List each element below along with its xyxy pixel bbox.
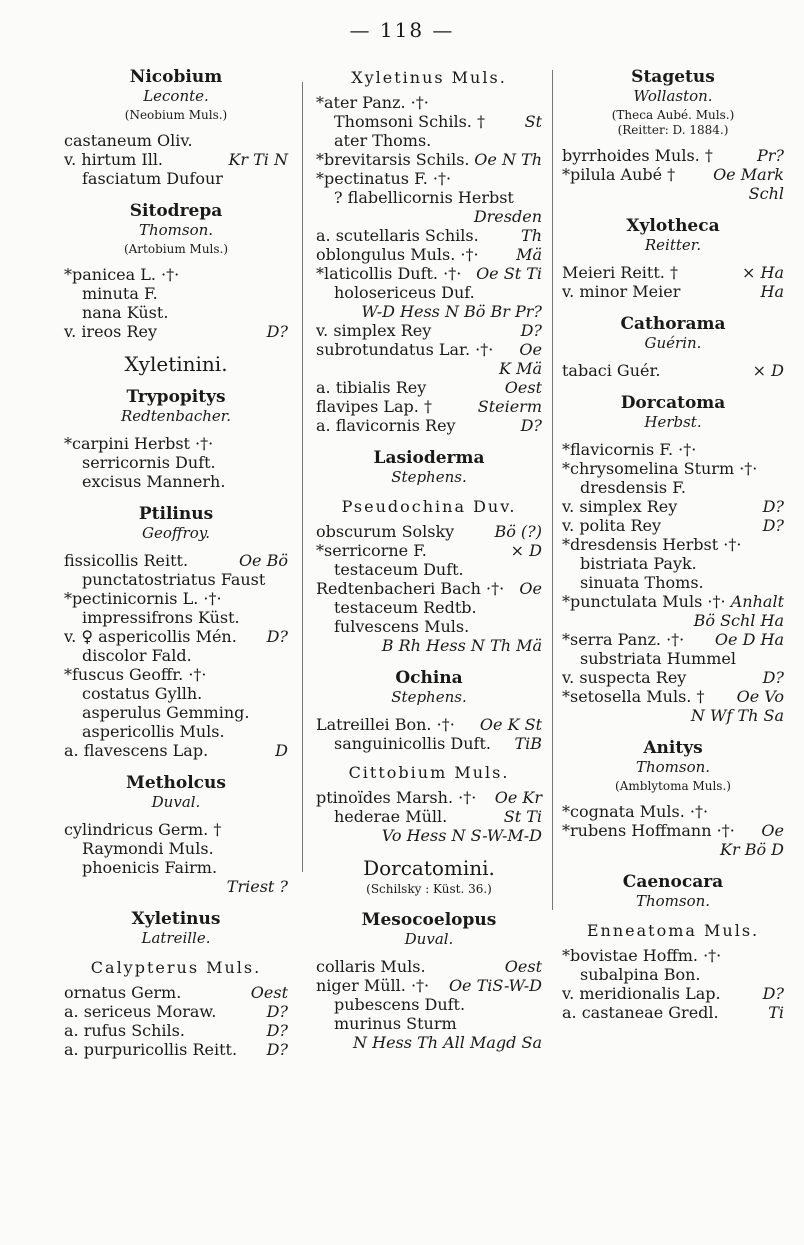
taxon-block bbox=[562, 921, 784, 1022]
taxon-block bbox=[64, 910, 288, 948]
distribution: × D bbox=[752, 361, 784, 380]
species-name: hederae Müll. bbox=[334, 807, 448, 826]
species-entry bbox=[316, 715, 542, 734]
genus-author: Duval. bbox=[404, 930, 454, 948]
distribution: D? bbox=[266, 1040, 288, 1059]
species-entry bbox=[562, 965, 784, 984]
species-entry bbox=[316, 995, 542, 1014]
species-name: *flavicornis F. ·†· bbox=[562, 440, 697, 459]
subgenus-name: Pseudochina Duv. bbox=[341, 497, 517, 516]
taxon-block bbox=[562, 394, 784, 725]
species-name: subalpina Bon. bbox=[580, 965, 701, 984]
species-name: tabaci Guér. bbox=[562, 361, 661, 380]
species-entry bbox=[64, 434, 288, 453]
species-name: oblongulus Muls. ·†· bbox=[316, 245, 479, 264]
species-entry bbox=[316, 560, 542, 579]
taxon-block bbox=[64, 68, 288, 188]
species-entry bbox=[562, 821, 784, 840]
species-name: v. meridionalis Lap. bbox=[562, 984, 721, 1003]
species-name: cylindricus Germ. † bbox=[64, 820, 222, 839]
distribution: Oe D Ha bbox=[714, 630, 784, 649]
species-name: byrrhoides Muls. † bbox=[562, 146, 713, 165]
species-name: obscurum Solsky bbox=[316, 522, 455, 541]
distribution: Triest ? bbox=[226, 877, 288, 896]
distribution: D bbox=[275, 741, 288, 760]
species-entry bbox=[562, 282, 784, 301]
species-entry bbox=[562, 263, 784, 282]
distribution: D? bbox=[266, 322, 288, 341]
species-entry bbox=[64, 839, 288, 858]
column-middle bbox=[316, 68, 542, 1052]
species-name: a. flavicornis Rey bbox=[316, 416, 456, 435]
species-entry bbox=[562, 516, 784, 535]
taxon-block bbox=[64, 958, 288, 1059]
species-entry bbox=[64, 570, 288, 589]
taxon-block bbox=[562, 68, 784, 203]
taxon-block bbox=[64, 388, 288, 491]
species-name: *fuscus Geoffr. ·†· bbox=[64, 665, 207, 684]
species-name: fulvescens Muls. bbox=[334, 617, 470, 636]
species-entry bbox=[316, 169, 542, 188]
genus-name: Xyletinus bbox=[131, 909, 221, 929]
species-entry bbox=[64, 551, 288, 570]
species-name: Redtenbacheri Bach ·†· bbox=[316, 579, 505, 598]
species-entry bbox=[64, 877, 288, 896]
species-name: testaceum Duft. bbox=[334, 560, 464, 579]
taxon-block bbox=[316, 911, 542, 1052]
species-entry bbox=[562, 802, 784, 821]
distribution: Oe St Ti bbox=[476, 264, 542, 283]
species-name: v. suspecta Rey bbox=[562, 668, 687, 687]
genus-author: Thomson. bbox=[635, 892, 711, 910]
species-name: excisus Mannerh. bbox=[82, 472, 226, 491]
species-entry bbox=[64, 722, 288, 741]
species-name: sinuata Thoms. bbox=[580, 573, 704, 592]
genus-name: Sitodrepa bbox=[129, 201, 223, 221]
genus-name: Mesocoelopus bbox=[361, 910, 497, 930]
distribution: Oest bbox=[250, 983, 288, 1002]
species-entry bbox=[64, 303, 288, 322]
distribution: Oe Kr bbox=[494, 788, 542, 807]
distribution: Oe N Th bbox=[474, 150, 542, 169]
species-entry bbox=[316, 302, 542, 321]
species-name: *serricorne F. bbox=[316, 541, 427, 560]
species-entry bbox=[316, 131, 542, 150]
genus-name: Anitys bbox=[643, 738, 703, 758]
genus-author: Guérin. bbox=[644, 334, 702, 352]
species-entry bbox=[64, 665, 288, 684]
genus-author: Reitter. bbox=[644, 236, 702, 254]
species-name: nana Küst. bbox=[82, 303, 169, 322]
species-entry bbox=[64, 608, 288, 627]
species-name: ptinoïdes Marsh. ·†· bbox=[316, 788, 477, 807]
distribution: Oe bbox=[519, 579, 542, 598]
distribution: Oe Bö bbox=[238, 551, 288, 570]
species-entry bbox=[316, 416, 542, 435]
species-name: *bovistae Hoffm. ·†· bbox=[562, 946, 722, 965]
species-name: v. simplex Rey bbox=[562, 497, 678, 516]
distribution: D? bbox=[762, 984, 784, 1003]
species-name: *carpini Herbst ·†· bbox=[64, 434, 214, 453]
genus-author: Herbst. bbox=[644, 413, 702, 431]
distribution: Anhalt bbox=[730, 592, 784, 611]
genus-synonym: (Theca Aubé. Muls.) (Reitter: D. 1884.) bbox=[611, 108, 735, 137]
distribution: Oe Vo bbox=[736, 687, 784, 706]
species-name: *panicea L. ·†· bbox=[64, 265, 180, 284]
distribution: Mä bbox=[516, 245, 542, 264]
species-name: testaceum Redtb. bbox=[334, 598, 477, 617]
distribution: K Mä bbox=[499, 359, 542, 378]
species-name: *pectinatus F. ·†· bbox=[316, 169, 452, 188]
distribution: Oe TiS-W-D bbox=[448, 976, 542, 995]
species-entry bbox=[64, 703, 288, 722]
species-entry bbox=[562, 630, 784, 649]
species-entry bbox=[64, 741, 288, 760]
species-name: pubescens Duft. bbox=[334, 995, 466, 1014]
genus-name: Trypopitys bbox=[126, 387, 226, 407]
species-name: *serra Panz. ·†· bbox=[562, 630, 685, 649]
distribution: Oest bbox=[504, 957, 542, 976]
species-name: holosericeus Duf. bbox=[334, 283, 475, 302]
species-name: a. castaneae Gredl. bbox=[562, 1003, 719, 1022]
species-name: niger Müll. ·†· bbox=[316, 976, 430, 995]
column-divider bbox=[552, 70, 553, 910]
genus-name: Ptilinus bbox=[138, 504, 214, 524]
distribution: Ha bbox=[760, 282, 784, 301]
distribution: Oe Mark bbox=[713, 165, 784, 184]
species-name: Thomsoni Schils. † bbox=[334, 112, 485, 131]
taxon-block bbox=[316, 449, 542, 487]
taxon-block bbox=[562, 739, 784, 859]
species-entry bbox=[316, 788, 542, 807]
species-name: phoenicis Fairm. bbox=[82, 858, 218, 877]
species-entry bbox=[64, 284, 288, 303]
species-entry bbox=[64, 265, 288, 284]
species-entry bbox=[562, 146, 784, 165]
species-entry bbox=[316, 283, 542, 302]
distribution: TiB bbox=[514, 734, 542, 753]
species-name: *ater Panz. ·†· bbox=[316, 93, 429, 112]
species-entry bbox=[316, 541, 542, 560]
species-name: *punctulata Muls ·†· bbox=[562, 592, 726, 611]
species-name: a. tibialis Rey bbox=[316, 378, 427, 397]
species-entry bbox=[562, 592, 784, 611]
species-entry bbox=[64, 169, 288, 188]
species-name: fasciatum Dufour bbox=[82, 169, 223, 188]
species-entry bbox=[562, 611, 784, 630]
species-name: Meieri Reitt. † bbox=[562, 263, 678, 282]
species-name: v. ♀ aspericollis Mén. bbox=[64, 627, 237, 646]
species-name: collaris Muls. bbox=[316, 957, 426, 976]
distribution: Oe K St bbox=[479, 715, 542, 734]
species-entry bbox=[562, 668, 784, 687]
species-name: *brevitarsis Schils. bbox=[316, 150, 470, 169]
species-entry bbox=[64, 1021, 288, 1040]
distribution: Steierm bbox=[477, 397, 542, 416]
species-name: *pectinicornis L. ·†· bbox=[64, 589, 222, 608]
subgenus-name: Cittobium Muls. bbox=[348, 763, 510, 782]
species-entry bbox=[316, 188, 542, 207]
distribution: Pr? bbox=[757, 146, 784, 165]
species-name: v. hirtum Ill. bbox=[64, 150, 164, 169]
species-name: v. minor Meier bbox=[562, 282, 681, 301]
distribution: St Ti bbox=[503, 807, 542, 826]
genus-name: Ochina bbox=[395, 668, 463, 688]
species-entry bbox=[316, 321, 542, 340]
species-entry bbox=[316, 245, 542, 264]
taxon-block bbox=[316, 763, 542, 845]
species-entry bbox=[316, 807, 542, 826]
species-entry bbox=[64, 589, 288, 608]
distribution: Schl bbox=[748, 184, 784, 203]
subgenus-name: Enneatoma Muls. bbox=[586, 921, 760, 940]
species-name: serricornis Duft. bbox=[82, 453, 216, 472]
species-entry bbox=[316, 359, 542, 378]
taxon-block bbox=[562, 217, 784, 301]
distribution: D? bbox=[762, 668, 784, 687]
taxon-block bbox=[64, 352, 288, 376]
species-name: sanguinicollis Duft. bbox=[334, 734, 491, 753]
distribution: D? bbox=[762, 516, 784, 535]
species-entry bbox=[316, 734, 542, 753]
species-name: punctatostriatus Faust bbox=[82, 570, 266, 589]
species-entry bbox=[316, 976, 542, 995]
distribution: D? bbox=[520, 321, 542, 340]
species-entry bbox=[316, 340, 542, 359]
species-name: minuta F. bbox=[82, 284, 158, 303]
species-name: bistriata Payk. bbox=[580, 554, 697, 573]
species-name: ornatus Germ. bbox=[64, 983, 182, 1002]
species-entry bbox=[316, 93, 542, 112]
species-entry bbox=[562, 497, 784, 516]
genus-author: Geoffroy. bbox=[142, 524, 210, 542]
species-entry bbox=[316, 264, 542, 283]
distribution: N Hess Th All Magd Sa bbox=[353, 1033, 542, 1052]
species-entry bbox=[562, 535, 784, 554]
genus-author: Duval. bbox=[151, 793, 201, 811]
species-entry bbox=[64, 131, 288, 150]
species-entry bbox=[562, 573, 784, 592]
species-entry bbox=[316, 226, 542, 245]
species-entry bbox=[316, 579, 542, 598]
distribution: × Ha bbox=[742, 263, 784, 282]
species-name: ? flabellicornis Herbst bbox=[334, 188, 514, 207]
distribution: W-D Hess N Bö Br Pr? bbox=[361, 302, 542, 321]
species-name: a. flavescens Lap. bbox=[64, 741, 209, 760]
species-entry bbox=[316, 112, 542, 131]
species-entry bbox=[562, 687, 784, 706]
species-name: murinus Sturm bbox=[334, 1014, 457, 1033]
distribution: Bö (?) bbox=[494, 522, 542, 541]
species-entry bbox=[562, 440, 784, 459]
species-entry bbox=[64, 472, 288, 491]
species-name: *dresdensis Herbst ·†· bbox=[562, 535, 742, 554]
column-divider bbox=[302, 82, 303, 872]
genus-name: Cathorama bbox=[620, 314, 726, 334]
distribution: × D bbox=[510, 541, 542, 560]
species-name: a. purpuricollis Reitt. bbox=[64, 1040, 238, 1059]
genus-synonym: (Neobium Muls.) bbox=[124, 108, 228, 122]
tribe-synonym: (Schilsky : Küst. 36.) bbox=[366, 882, 492, 896]
distribution: Ti bbox=[768, 1003, 784, 1022]
species-entry bbox=[562, 554, 784, 573]
species-name: dresdensis F. bbox=[580, 478, 686, 497]
species-entry bbox=[64, 983, 288, 1002]
subgenus-name: Xyletinus Muls. bbox=[351, 68, 507, 87]
taxon-block bbox=[316, 497, 542, 655]
species-name: impressifrons Küst. bbox=[82, 608, 240, 627]
species-name: flavipes Lap. † bbox=[316, 397, 432, 416]
species-entry bbox=[562, 706, 784, 725]
taxon-block bbox=[64, 505, 288, 760]
species-name: fissicollis Reitt. bbox=[64, 551, 189, 570]
species-entry bbox=[562, 478, 784, 497]
species-entry bbox=[562, 459, 784, 478]
taxon-block bbox=[64, 202, 288, 341]
distribution: D? bbox=[762, 497, 784, 516]
species-entry bbox=[316, 378, 542, 397]
species-entry bbox=[64, 627, 288, 646]
taxon-block bbox=[316, 68, 542, 435]
distribution: Oe bbox=[761, 821, 784, 840]
species-name: discolor Fald. bbox=[82, 646, 192, 665]
species-entry bbox=[316, 957, 542, 976]
genus-name: Metholcus bbox=[126, 773, 226, 793]
species-entry bbox=[316, 1033, 542, 1052]
species-entry bbox=[562, 1003, 784, 1022]
species-name: subrotundatus Lar. ·†· bbox=[316, 340, 494, 359]
species-name: castaneum Oliv. bbox=[64, 131, 193, 150]
species-name: *chrysomelina Sturm ·†· bbox=[562, 459, 758, 478]
distribution: B Rh Hess N Th Mä bbox=[381, 636, 542, 655]
genus-author: Redtenbacher. bbox=[120, 407, 232, 425]
distribution: Vo Hess N S-W-M-D bbox=[381, 826, 542, 845]
species-entry bbox=[316, 207, 542, 226]
distribution: Bö Schl Ha bbox=[693, 611, 784, 630]
genus-author: Thomson. bbox=[635, 758, 711, 776]
species-entry bbox=[316, 1014, 542, 1033]
species-name: Raymondi Muls. bbox=[82, 839, 214, 858]
subgenus-name: Calypterus Muls. bbox=[90, 958, 262, 977]
species-entry bbox=[64, 858, 288, 877]
species-name: aspericollis Muls. bbox=[82, 722, 225, 741]
species-entry bbox=[316, 150, 542, 169]
species-name: v. simplex Rey bbox=[316, 321, 432, 340]
taxon-block bbox=[562, 873, 784, 911]
species-name: Latreillei Bon. ·†· bbox=[316, 715, 455, 734]
distribution: Dresden bbox=[473, 207, 542, 226]
taxon-block bbox=[64, 774, 288, 896]
species-entry bbox=[562, 984, 784, 1003]
species-entry bbox=[562, 649, 784, 668]
species-name: a. rufus Schils. bbox=[64, 1021, 185, 1040]
species-name: substriata Hummel bbox=[580, 649, 736, 668]
distribution: D? bbox=[266, 1021, 288, 1040]
species-entry bbox=[316, 636, 542, 655]
genus-name: Lasioderma bbox=[373, 448, 485, 468]
distribution: N Wf Th Sa bbox=[690, 706, 784, 725]
distribution: Th bbox=[521, 226, 542, 245]
species-entry bbox=[64, 1040, 288, 1059]
species-entry bbox=[562, 184, 784, 203]
page-number: — 118 — bbox=[349, 18, 455, 42]
species-entry bbox=[562, 840, 784, 859]
species-entry bbox=[316, 617, 542, 636]
genus-author: Thomson. bbox=[138, 221, 214, 239]
genus-author: Wollaston. bbox=[633, 87, 713, 105]
distribution: D? bbox=[520, 416, 542, 435]
species-entry bbox=[64, 684, 288, 703]
genus-name: Xylotheca bbox=[626, 216, 720, 236]
tribe-name: Xyletinini. bbox=[124, 352, 228, 376]
species-entry bbox=[64, 646, 288, 665]
distribution: D? bbox=[266, 1002, 288, 1021]
species-name: *pilula Aubé † bbox=[562, 165, 676, 184]
species-entry bbox=[562, 946, 784, 965]
distribution: Kr Ti N bbox=[228, 150, 288, 169]
species-name: a. sericeus Moraw. bbox=[64, 1002, 217, 1021]
column-left bbox=[64, 68, 288, 1059]
species-name: *cognata Muls. ·†· bbox=[562, 802, 709, 821]
column-right bbox=[562, 68, 784, 1022]
genus-author: Leconte. bbox=[143, 87, 209, 105]
species-name: *rubens Hoffmann ·†· bbox=[562, 821, 735, 840]
species-entry bbox=[64, 453, 288, 472]
genus-name: Caenocara bbox=[622, 872, 724, 892]
distribution: Kr Bö D bbox=[720, 840, 784, 859]
species-entry bbox=[64, 820, 288, 839]
genus-author: Latreille. bbox=[141, 929, 211, 947]
genus-synonym: (Amblytoma Muls.) bbox=[615, 779, 731, 793]
genus-name: Dorcatoma bbox=[620, 393, 726, 413]
species-entry bbox=[316, 522, 542, 541]
species-name: v. ireos Rey bbox=[64, 322, 158, 341]
taxon-block bbox=[316, 669, 542, 753]
species-name: *setosella Muls. † bbox=[562, 687, 705, 706]
species-name: *laticollis Duft. ·†· bbox=[316, 264, 462, 283]
distribution: Oe bbox=[519, 340, 542, 359]
species-name: a. scutellaris Schils. bbox=[316, 226, 479, 245]
species-name: costatus Gyllh. bbox=[82, 684, 203, 703]
species-entry bbox=[316, 826, 542, 845]
species-name: ater Thoms. bbox=[334, 131, 432, 150]
distribution: Oest bbox=[504, 378, 542, 397]
genus-synonym: (Artobium Muls.) bbox=[123, 242, 229, 256]
species-entry bbox=[64, 322, 288, 341]
taxon-block bbox=[316, 856, 542, 897]
species-entry bbox=[316, 397, 542, 416]
species-name: asperulus Gemming. bbox=[82, 703, 250, 722]
distribution: D? bbox=[266, 627, 288, 646]
genus-author: Stephens. bbox=[391, 468, 467, 486]
species-entry bbox=[64, 150, 288, 169]
species-entry bbox=[64, 1002, 288, 1021]
species-entry bbox=[316, 598, 542, 617]
species-entry bbox=[562, 165, 784, 184]
taxon-block bbox=[562, 315, 784, 380]
distribution: St bbox=[524, 112, 542, 131]
genus-name: Stagetus bbox=[631, 67, 715, 87]
tribe-name: Dorcatomini. bbox=[363, 856, 495, 880]
genus-author: Stephens. bbox=[391, 688, 467, 706]
species-entry bbox=[562, 361, 784, 380]
genus-name: Nicobium bbox=[129, 67, 223, 87]
species-name: v. polita Rey bbox=[562, 516, 662, 535]
